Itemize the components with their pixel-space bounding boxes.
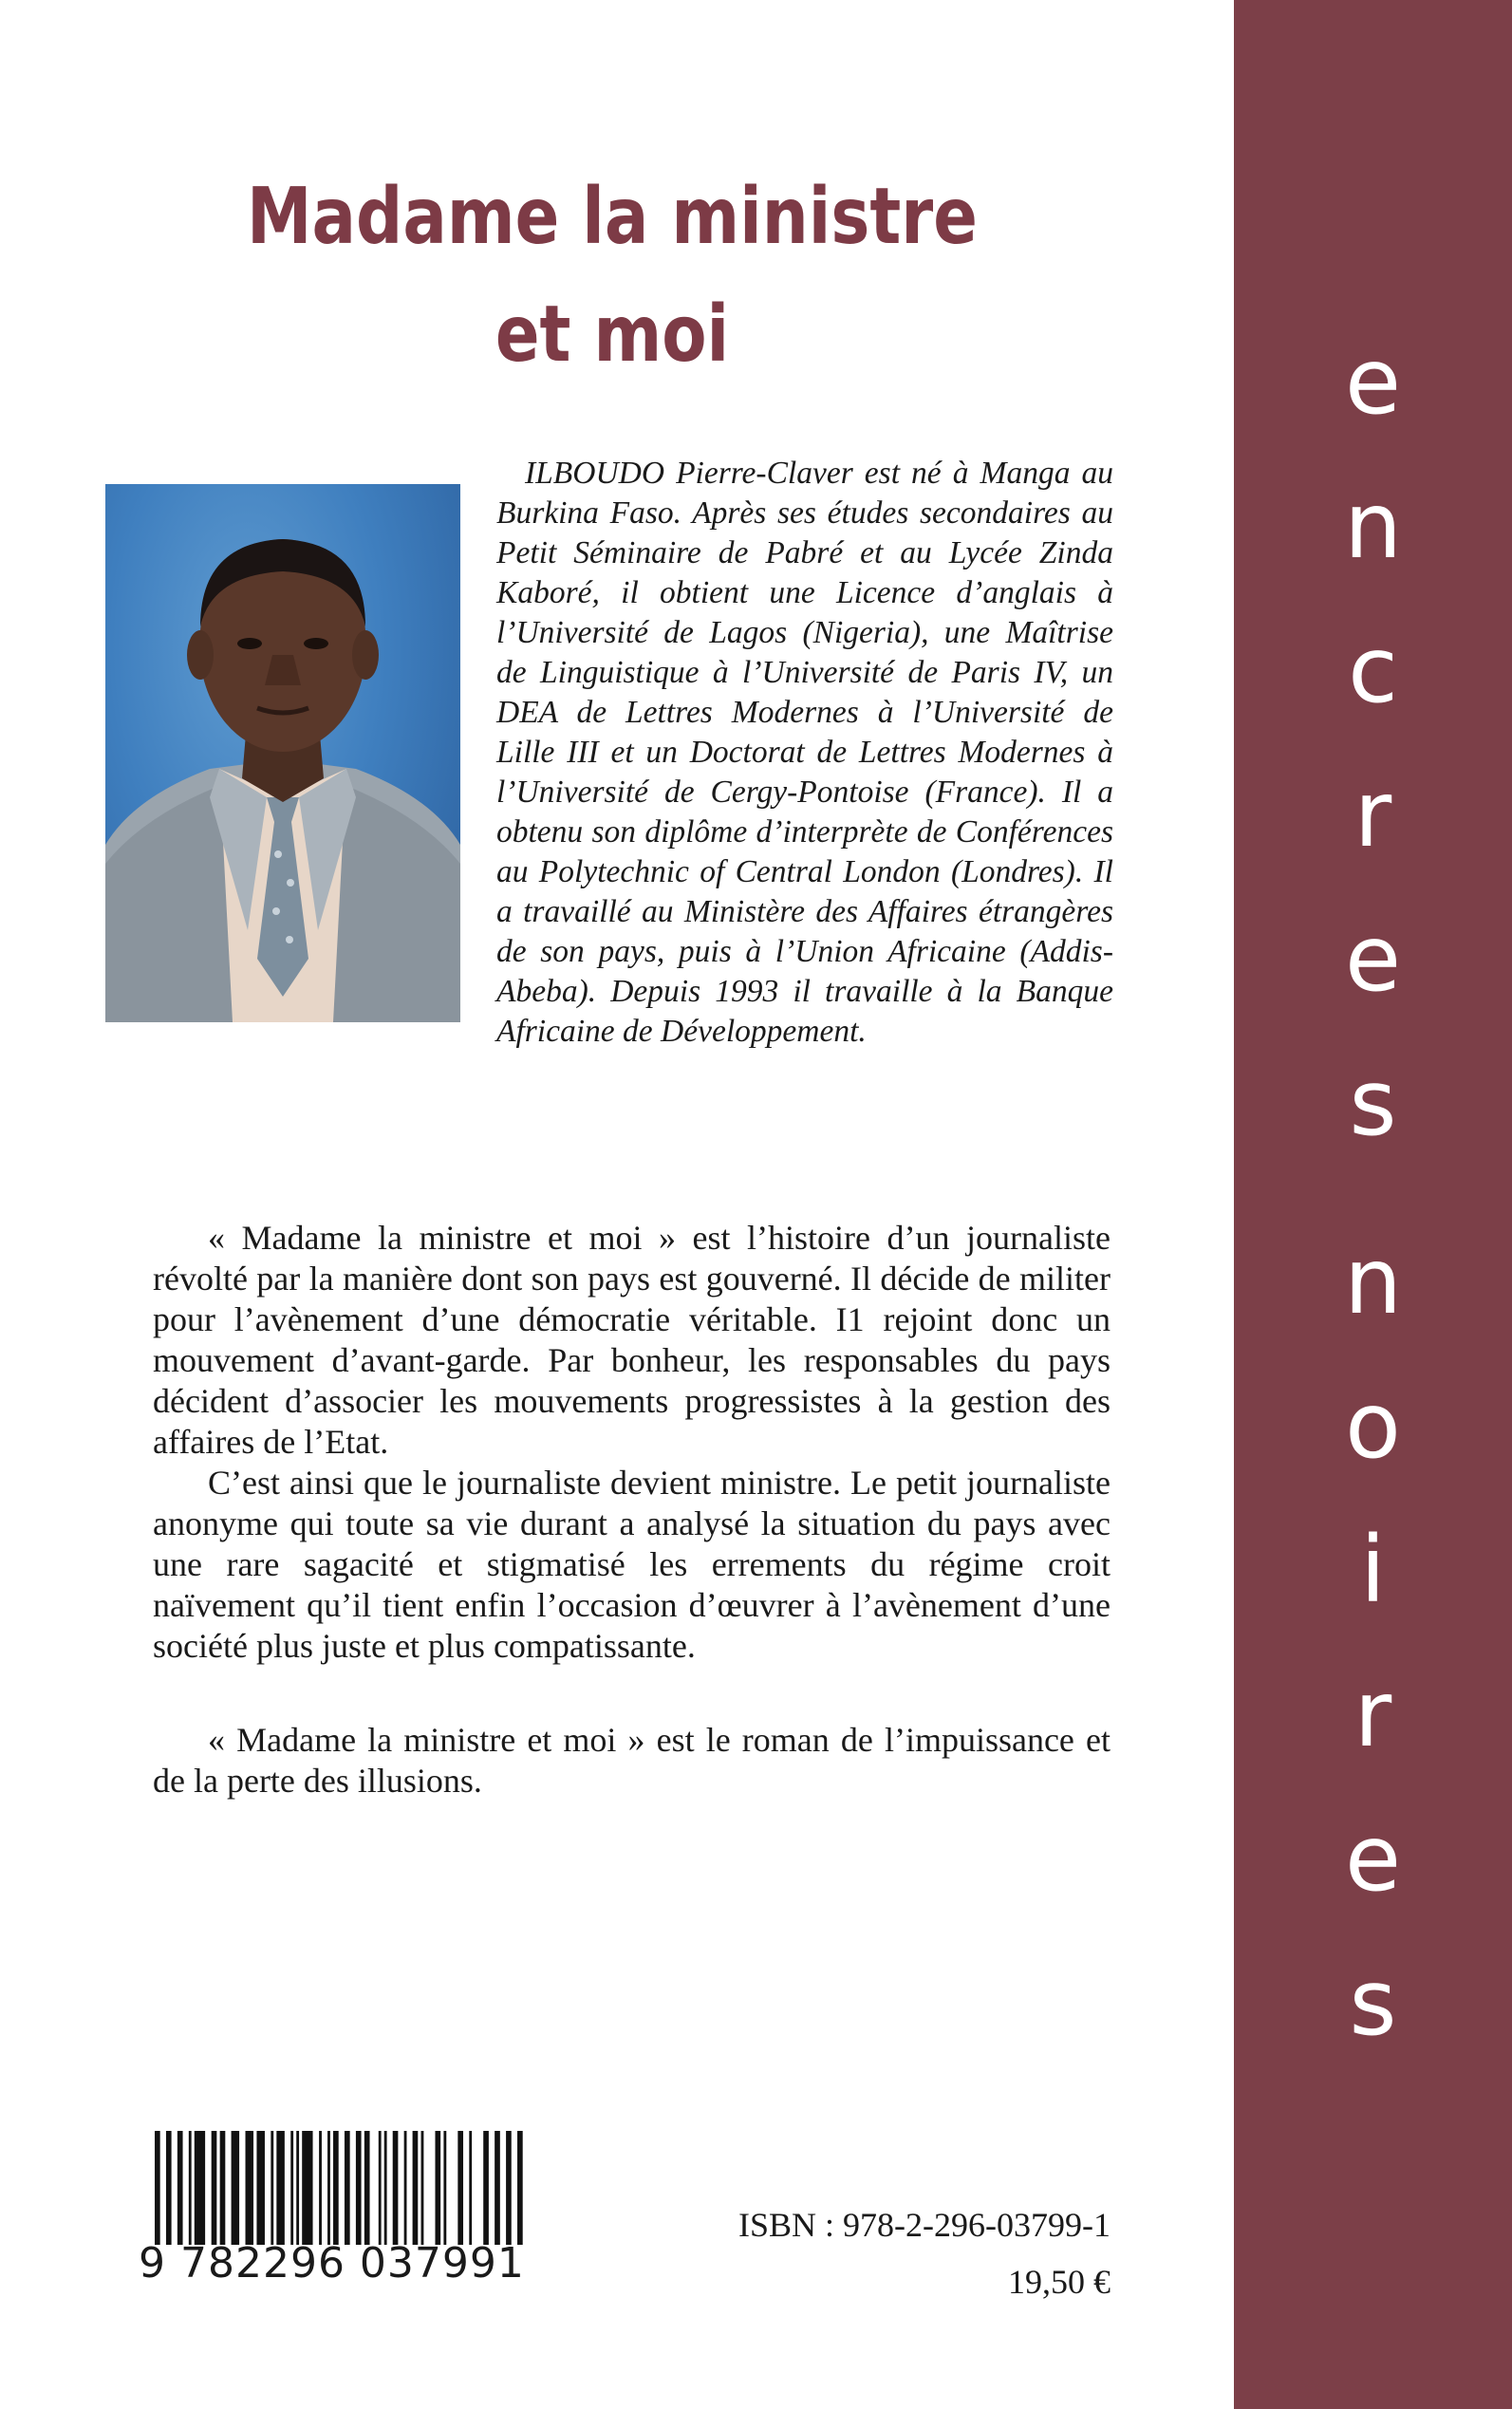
spine-letter: r	[1353, 761, 1392, 868]
spine-letter: i	[1360, 1517, 1386, 1623]
barcode-digits: 9 782296 037991	[139, 2239, 525, 2288]
summary-paragraph: « Madame la ministre et moi » est le roman de l’impuissance et de la perte des illusions.	[153, 1721, 1111, 1800]
spine-letter: e	[1344, 328, 1402, 435]
spine-letter: n	[1344, 473, 1402, 579]
book-summary	[153, 1218, 1111, 1802]
book-title	[170, 159, 1055, 394]
summary-paragraph: « Madame la ministre et moi » est l’histoire d’un journaliste révolté par la manière dont son pays est gouverné. Il décide de militer pour l’avènement d’une démocratie véritable. I1 rejoint donc un mouvement d’avant-garde. Par bonheur, les responsables du pays décident d’associer les mouvements progressistes à la gestion des affaires de l’Etat.	[153, 1219, 1111, 1461]
author-portrait-illustration	[105, 484, 460, 1022]
spine-letter: n	[1344, 1228, 1402, 1335]
book-title-line-2: et moi	[495, 289, 730, 380]
summary-paragraph: C’est ainsi que le journaliste devient ministre. Le petit journaliste anonyme qui toute sa vie durant a analysé la situation du pays avec une rare sagacité et stigmatisé les errements du régime croit naïvement qu’il tient enfin l’occasion d’œuvrer à l’avènement d’une société plus juste et plus compatissante.	[153, 1464, 1111, 1665]
author-photo	[105, 484, 460, 1022]
spine-letter: r	[1353, 1661, 1392, 1767]
series-spine	[1234, 0, 1512, 2409]
spine-letter: e	[1344, 1805, 1402, 1912]
book-title-line-1: Madame la ministre	[247, 171, 978, 262]
author-biography: ILBOUDO Pierre-Claver est né à Manga au Burkina Faso. Après ses études secondaires au Petit Séminaire de Pabré et au Lycée Zinda Kaboré, il obtient une Licence d’anglais à l’Université de Lagos (Nigeria), une Maîtrise de Linguistique à l’Université de Paris IV, un DEA de Lettres Modernes à l’Université de Lille III et un Doctorat de Lettres Modernes à l’Université de Cergy-Pontoise (France). Il a obtenu son diplôme d’interprète de Conférences au Polytechnic of Central London (Londres). Il a travaillé au Ministère des Affaires étrangères de son pays, puis à l’Union Africaine (Addis-Abeba). Depuis 1993 il travaille à la Banque Africaine de Développement.	[496, 455, 1113, 1049]
spine-letter: s	[1349, 1950, 1397, 2056]
price: 19,50 €	[1008, 2263, 1111, 2301]
isbn: ISBN : 978-2-296-03799-1	[738, 2206, 1111, 2244]
barcode	[155, 2131, 523, 2245]
spine-letter: c	[1348, 617, 1398, 723]
spine-letter: e	[1344, 906, 1402, 1012]
spine-letter: s	[1349, 1050, 1397, 1156]
spine-letter: o	[1345, 1373, 1401, 1479]
